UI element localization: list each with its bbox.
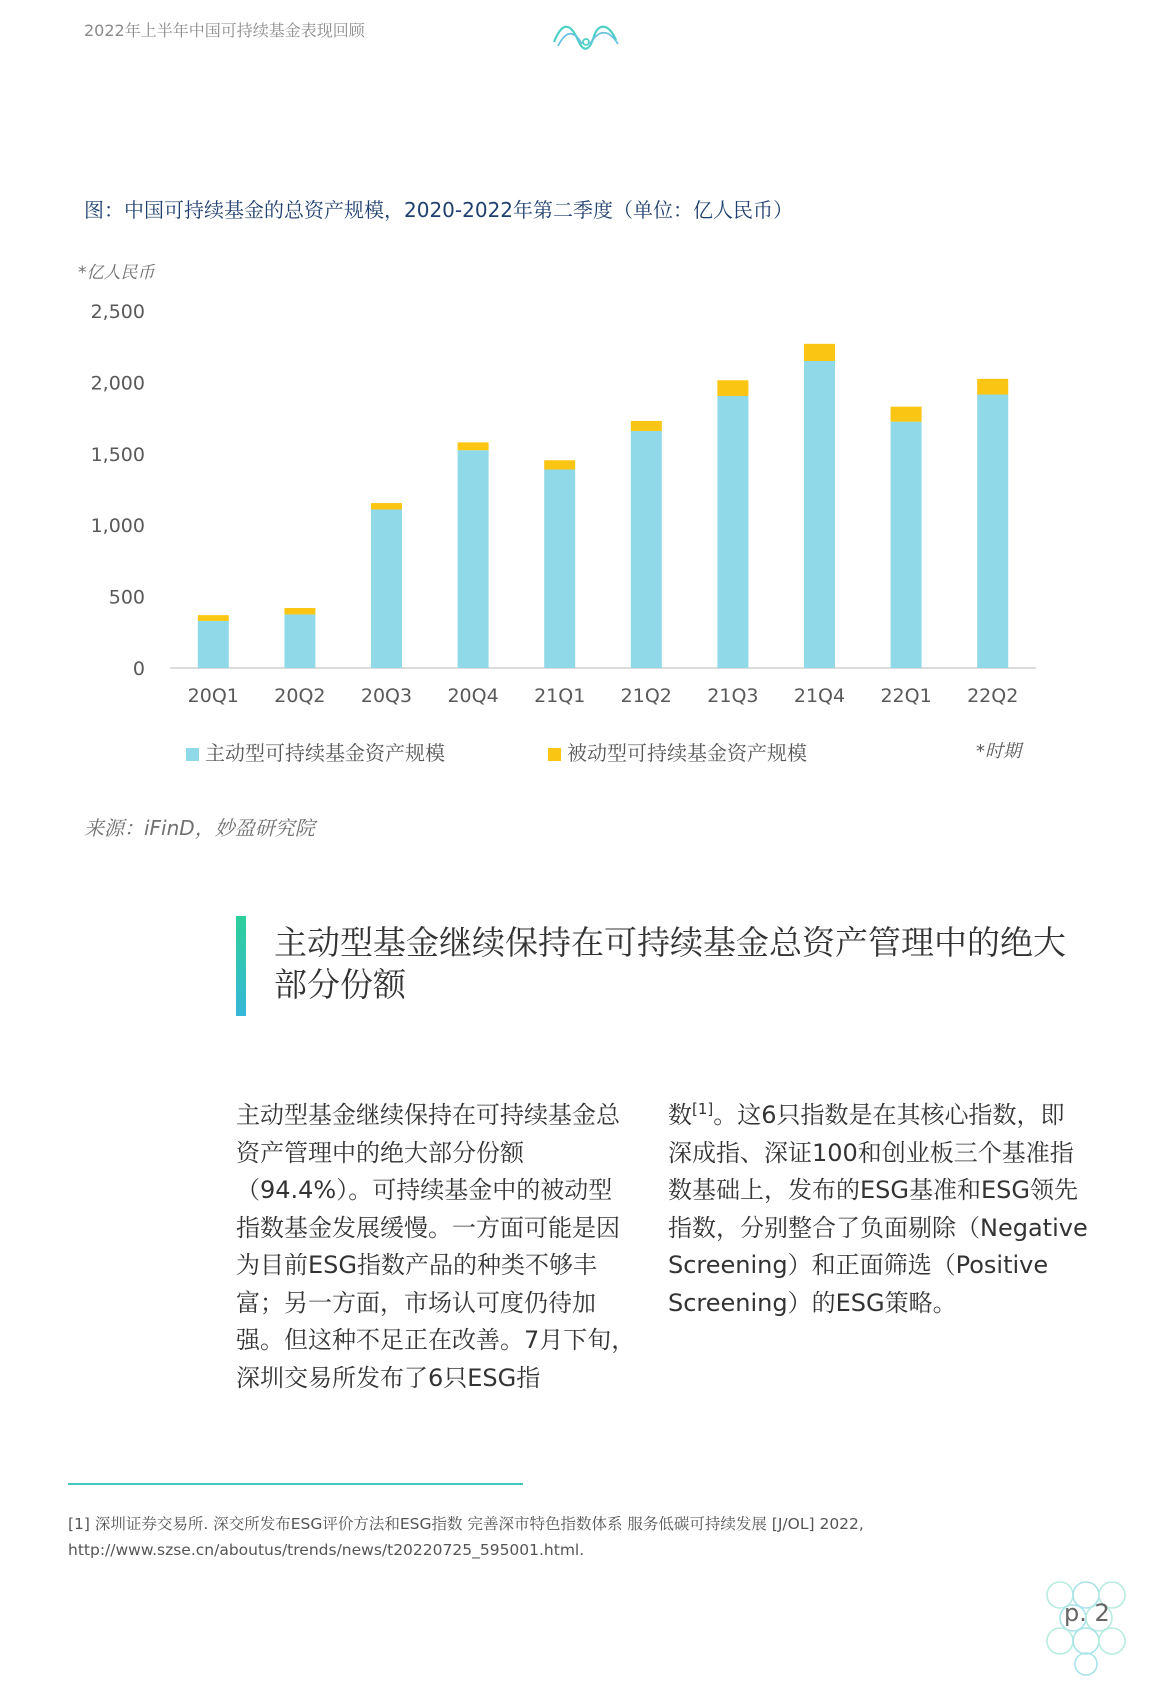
bar-active-21Q2 — [631, 431, 662, 668]
bar-passive-21Q2 — [631, 421, 662, 431]
bar-active-21Q3 — [717, 396, 748, 668]
bar-active-21Q1 — [544, 470, 575, 668]
footnote-divider — [68, 1483, 523, 1485]
x-tick-label: 22Q2 — [967, 685, 1019, 707]
section-heading: 主动型基金继续保持在可持续基金总资产管理中的绝大部分份额 — [274, 923, 1066, 1004]
footnote-reference-link[interactable]: [1] — [692, 1100, 714, 1118]
source-note: 来源：iFinD，妙盈研究院 — [84, 816, 315, 840]
unit-note: *亿人民币 — [78, 263, 155, 283]
bar-active-20Q3 — [371, 509, 402, 668]
body-text-left-column: 主动型基金继续保持在可持续基金总资产管理中的绝大部分份额（94.4%）。可持续基金中的被动型指数基金发展缓慢。一方面可能是因为目前ESG指数产品的种类不够丰富；另一方面，市场认可度仍待加强。但这种不足正在改善。7月下旬，深圳交易所发布了6只ESG指 — [236, 1101, 636, 1392]
body-text-right-rest: 。这6只指数是在其核心指数，即深成指、深证100和创业板三个基准指数基础上，发布的ESG基准和ESG领先指数，分别整合了负面剔除（Negative Screening）和正面筛选（Positive Screening）的ESG策略。 — [668, 1101, 1088, 1317]
footnote-url-link[interactable]: http://www.szse.cn/aboutus/trends/news/t20220725_595001.html. — [68, 1541, 585, 1559]
bar-passive-21Q1 — [544, 460, 575, 469]
period-note: *时期 — [976, 741, 1021, 762]
footnote — [68, 1511, 1108, 1563]
body-text-right-column — [668, 1097, 1088, 1322]
bar-passive-22Q2 — [977, 379, 1008, 395]
bar-passive-22Q1 — [891, 407, 922, 422]
bar-active-22Q1 — [891, 422, 922, 668]
x-tick-label: 21Q2 — [620, 685, 672, 707]
running-header: 2022年上半年中国可持续基金表现回顾 — [84, 21, 365, 40]
x-tick-label: 20Q4 — [447, 685, 499, 707]
legend-label-passive: 被动型可持续基金资产规模 — [567, 741, 807, 765]
x-tick-label: 20Q1 — [187, 685, 239, 707]
x-tick-label: 20Q3 — [360, 685, 413, 707]
stacked-bar-chart — [0, 0, 1165, 740]
figure-caption: 图：中国可持续基金的总资产规模，2020-2022年第二季度（单位：亿人民币） — [84, 198, 794, 222]
y-tick-label: 1,500 — [90, 443, 145, 466]
page-number: p. 2 — [1064, 1599, 1110, 1627]
x-tick-label: 21Q3 — [707, 685, 759, 707]
bar-active-20Q4 — [458, 450, 489, 668]
bar-passive-20Q3 — [371, 503, 402, 509]
legend-item-active — [186, 737, 445, 766]
x-tick-label: 20Q2 — [274, 685, 326, 707]
bar-passive-21Q4 — [804, 344, 835, 361]
y-tick-label: 0 — [132, 658, 145, 680]
bar-active-20Q1 — [198, 621, 229, 668]
bar-passive-20Q2 — [284, 608, 315, 614]
bar-passive-20Q4 — [458, 442, 489, 450]
x-tick-label: 21Q1 — [534, 685, 586, 707]
x-tick-label: 22Q1 — [880, 685, 932, 707]
bar-active-21Q4 — [804, 361, 835, 668]
bar-active-20Q2 — [284, 614, 315, 668]
y-tick-label: 2,000 — [90, 372, 145, 395]
bar-passive-21Q3 — [717, 380, 748, 396]
y-tick-label: 1,000 — [90, 515, 145, 538]
bar-passive-20Q1 — [198, 615, 229, 621]
y-tick-label: 2,500 — [90, 301, 145, 323]
bar-active-22Q2 — [977, 395, 1008, 668]
body-text-right-lead: 数 — [668, 1101, 692, 1129]
legend-swatch-passive — [548, 748, 561, 761]
legend-label-active: 主动型可持续基金资产规模 — [205, 741, 445, 765]
x-tick-label: 21Q4 — [793, 685, 846, 707]
legend-item-passive — [548, 737, 807, 766]
footnote-citation: [1] 深圳证券交易所. 深交所发布ESG评价方法和ESG指数 完善深市特色指数体系 服务低碳可持续发展 [J/OL] 2022, — [68, 1515, 864, 1533]
y-tick-label: 500 — [108, 586, 145, 609]
legend-swatch-active — [186, 748, 199, 761]
heading-accent-bar — [236, 916, 246, 1016]
